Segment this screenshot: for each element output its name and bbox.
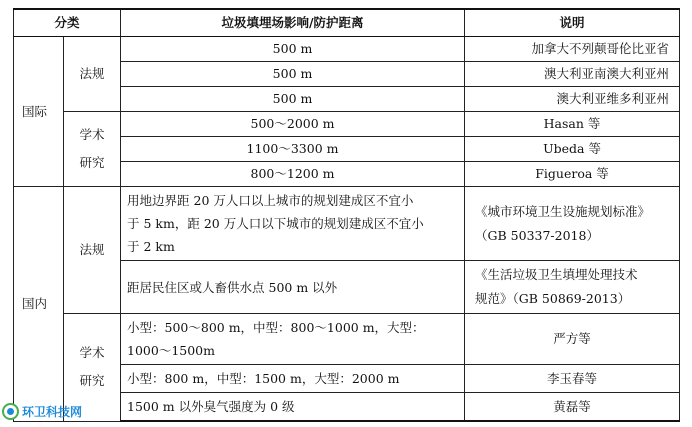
- header-category: 分类: [14, 9, 121, 37]
- distance-cell: [121, 314, 465, 365]
- watermark-text: 环卫科技网: [22, 405, 83, 419]
- subcategory-label-line1: 学术: [79, 345, 105, 361]
- watermark-logo-icon: [2, 403, 19, 420]
- note-line: （GB 50337-2018）: [475, 227, 599, 243]
- note-cell: Figueroa 等: [465, 162, 680, 187]
- category-intl: 国际: [14, 37, 64, 187]
- distance-cell: 500 m: [121, 87, 465, 112]
- table-row: [14, 187, 680, 261]
- note-cell: 澳大利亚南澳大利亚州: [465, 62, 680, 87]
- note-cell: [465, 261, 680, 314]
- subcategory-label-line2: 研究: [79, 373, 105, 389]
- subcategory-domestic-law: 法规: [64, 187, 121, 314]
- distance-line: 于 5 km，距 20 万人口以下城市的规划建成区不宜小: [127, 216, 424, 231]
- subcategory-intl-law: 法规: [64, 37, 121, 112]
- table-row: [14, 37, 680, 62]
- distance-cell: 小型：800 m，中型：1500 m，大型：2000 m: [121, 365, 465, 393]
- watermark: [2, 403, 82, 420]
- note-line: 《城市环境卫生设施规划标准》: [475, 203, 651, 219]
- note-line: 《生活垃圾卫生填埋处理技术: [475, 267, 638, 282]
- distance-cell: [121, 187, 465, 261]
- subcategory-label-line1: 学术: [79, 127, 105, 142]
- distance-cell: 1500 m 以外臭气强度为 0 级: [121, 393, 465, 422]
- note-cell: 严方等: [465, 314, 680, 365]
- subcategory-intl-research: [64, 112, 121, 187]
- distance-cell: 1100～3300 m: [121, 137, 465, 162]
- category-domestic: 国内: [14, 187, 64, 422]
- note-cell: 李玉春等: [465, 365, 680, 393]
- distance-cell: 500～2000 m: [121, 112, 465, 137]
- distance-cell: 500 m: [121, 62, 465, 87]
- note-cell: 加拿大不列颠哥伦比亚省: [465, 37, 680, 62]
- landfill-distance-table: [13, 8, 680, 422]
- distance-line: 于 2 km: [127, 239, 175, 254]
- header-row: [14, 9, 680, 37]
- note-cell: [465, 187, 680, 261]
- note-cell: 澳大利亚维多利亚州: [465, 87, 680, 112]
- table-row: [14, 314, 680, 365]
- note-cell: Hasan 等: [465, 112, 680, 137]
- distance-cell: 距居民住区或人畜供水点 500 m 以外: [121, 261, 465, 314]
- note-cell: 黄磊等: [465, 393, 680, 422]
- distance-cell: 500 m: [121, 37, 465, 62]
- distance-line: 用地边界距 20 万人口以上城市的规划建成区不宜小: [127, 193, 414, 208]
- header-note: 说明: [465, 9, 680, 37]
- table-row: [14, 112, 680, 137]
- distance-line: 1000～1500m: [127, 343, 215, 358]
- note-line: 规范》（GB 50869-2013）: [475, 291, 631, 306]
- header-distance: 垃圾填埋场影响/防护距离: [121, 9, 465, 37]
- subcategory-label-line2: 研究: [79, 155, 105, 170]
- distance-line: 小型：500～800 m，中型：800～1000 m，大型：: [127, 320, 425, 335]
- note-cell: Ubeda 等: [465, 137, 680, 162]
- distance-cell: 800～1200 m: [121, 162, 465, 187]
